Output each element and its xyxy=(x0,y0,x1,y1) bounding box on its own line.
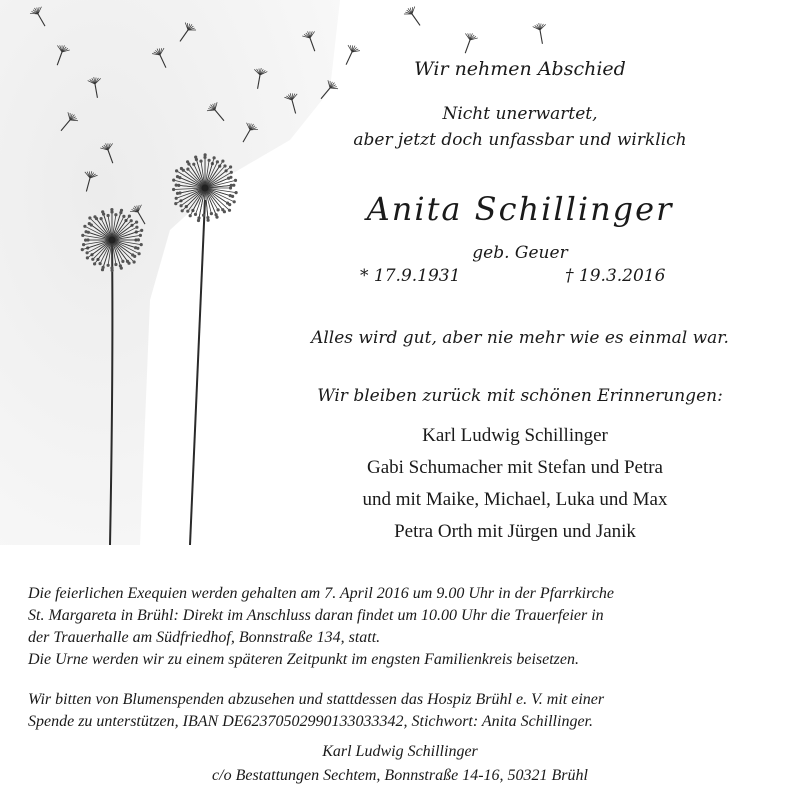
dandelion-stem-tall xyxy=(190,200,205,545)
service-line-4: Die Urne werden wir zu einem späteren Zeitpunkt im engsten Familienkreis beisetzen. xyxy=(28,651,580,668)
mourner-4: Petra Orth mit Jürgen und Janik xyxy=(394,521,636,542)
quote-line-2: Wir bleiben zurück mit schönen Erinnerungen: xyxy=(317,386,723,406)
heading-title: Wir nehmen Abschied xyxy=(414,58,626,80)
mourner-2: Gabi Schumacher mit Stefan und Petra xyxy=(366,457,663,478)
birth-date: * 17.9.1931 xyxy=(360,266,461,286)
subtitle-line-1: Nicht unerwartet, xyxy=(442,104,598,124)
donation-line-1: Wir bitten von Blumenspenden abzusehen und stattdessen das Hospiz Brühl e. V. mit einer xyxy=(28,691,605,708)
service-line-2: St. Margareta in Brühl: Direkt im Anschluss daran findet um 10.00 Uhr die Trauerfeier in xyxy=(28,607,604,624)
death-date: † 19.3.2016 xyxy=(565,266,666,286)
mourner-1: Karl Ludwig Schillinger xyxy=(422,425,608,446)
quote-line-1: Alles wird gut, aber nie mehr wie es einmal war. xyxy=(311,328,729,348)
service-text xyxy=(28,583,778,671)
donation-line-2: Spende zu unterstützen, IBAN DE62370502990133033342, Stichwort: Anita Schillinger. xyxy=(28,713,593,730)
mourner-3: und mit Maike, Michael, Luka und Max xyxy=(362,489,668,510)
service-line-3: der Trauerhalle am Südfriedhof, Bonnstraße 134, statt. xyxy=(28,629,381,646)
contact-address: c/o Bestattungen Sechtem, Bonnstraße 14-16, 50321 Brühl xyxy=(212,767,588,784)
service-line-1: Die feierlichen Exequien werden gehalten am 7. April 2016 um 9.00 Uhr in der Pfarrkirche xyxy=(28,585,614,602)
background-shade xyxy=(0,0,340,545)
birth-name: geb. Geuer xyxy=(472,243,568,263)
deceased-name: Anita Schillinger xyxy=(366,190,674,228)
contact-name: Karl Ludwig Schillinger xyxy=(322,743,478,760)
subtitle-line-2: aber jetzt doch unfassbar und wirklich xyxy=(353,130,687,150)
donation-text xyxy=(28,689,778,733)
